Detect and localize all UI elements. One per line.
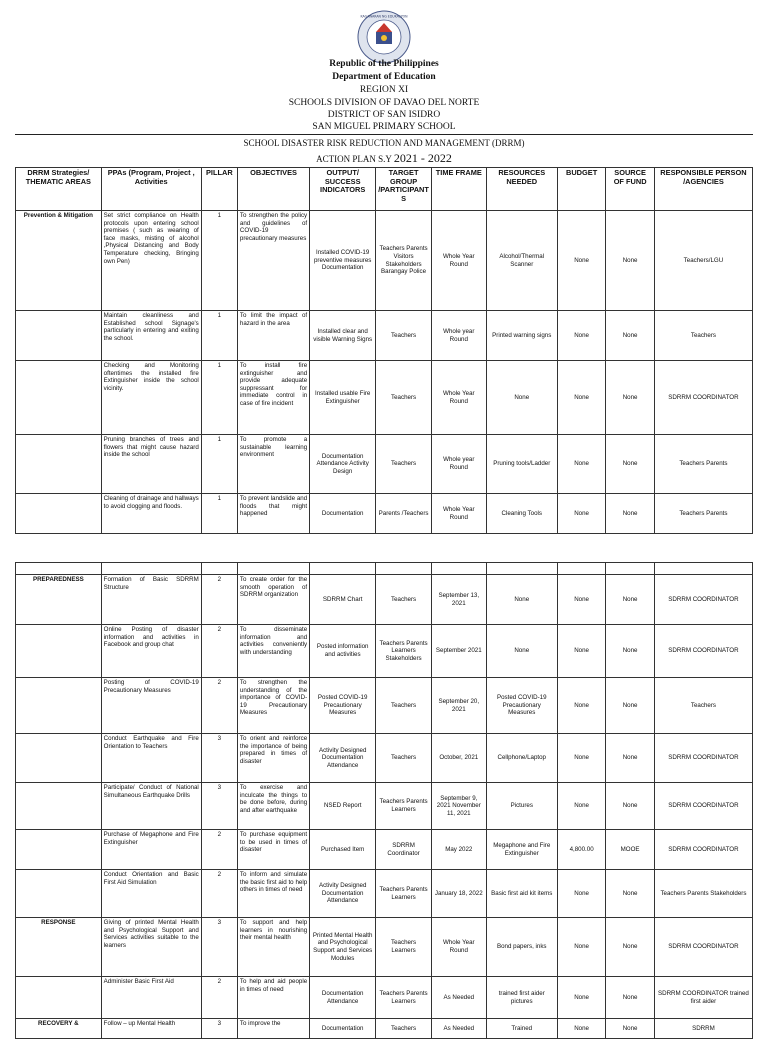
cell-theme bbox=[16, 494, 102, 534]
col-source: SOURCE OF FUND bbox=[606, 168, 655, 211]
cell-ppa: Set strict compliance on Health protocols upon entering school premises ( such as wearing of face masks, misting of alcohol ,Physical Distancing and Body Temperature checking, Bringing own Pen) bbox=[101, 211, 201, 311]
cell-responsible: SDRRM COORDINATOR bbox=[654, 830, 752, 870]
cell-target: Teachers bbox=[376, 734, 432, 783]
col-budget: BUDGET bbox=[557, 168, 606, 211]
cell-resources: Cleaning Tools bbox=[486, 494, 557, 534]
cell-resources: None bbox=[486, 361, 557, 435]
cell-theme bbox=[16, 830, 102, 870]
school-name: SAN MIGUEL PRIMARY SCHOOL bbox=[312, 122, 456, 132]
cell-source: None bbox=[606, 211, 655, 311]
cell-ppa: Posting of COVID-19 Precautionary Measures bbox=[101, 678, 201, 734]
cell-time: Whole Year Round bbox=[431, 494, 486, 534]
cell-source: None bbox=[606, 734, 655, 783]
cell-output: Printed Mental Health and Psychological Support and Services Modules bbox=[310, 918, 376, 977]
division-line: SCHOOLS DIVISION OF DAVAO DEL NORTE bbox=[288, 98, 480, 108]
cell-time: September 9, 2021 November 11, 2021 bbox=[431, 783, 486, 830]
cell-target: Parents /Teachers bbox=[376, 494, 432, 534]
cell-ppa: Maintain cleanliness and Established school Signage's particularly in entering and exiting the school. bbox=[101, 311, 201, 361]
cell-time: As Needed bbox=[431, 1019, 486, 1039]
cell-budget: None bbox=[557, 734, 606, 783]
table-row bbox=[16, 211, 753, 311]
table-row bbox=[16, 494, 753, 534]
cell-budget: None bbox=[557, 494, 606, 534]
cell-resources: Trained bbox=[486, 1019, 557, 1039]
cell-ppa: Participate/ Conduct of National Simultaneous Earthquake Drills bbox=[101, 783, 201, 830]
cell-pillar: 1 bbox=[201, 211, 237, 311]
cell-pillar: 1 bbox=[201, 494, 237, 534]
cell-theme bbox=[16, 311, 102, 361]
header-divider bbox=[15, 134, 753, 135]
cell-time: October, 2021 bbox=[431, 734, 486, 783]
cell-objectives: To prevent landslide and floods that might happened bbox=[237, 494, 309, 534]
cell-output: Activity Designed Documentation Attendance bbox=[310, 734, 376, 783]
cell-source: None bbox=[606, 575, 655, 625]
cell-responsible: SDRRM COORDINATOR bbox=[654, 575, 752, 625]
cell-output: NSED Report bbox=[310, 783, 376, 830]
cell-objectives: To install fire extinguisher and provide adequate suppressant for immediate control in case of fire incident bbox=[237, 361, 309, 435]
table-row bbox=[16, 575, 753, 625]
col-time: TIME FRAME bbox=[431, 168, 486, 211]
cell-budget: None bbox=[557, 977, 606, 1019]
cell-objectives: To promote a sustainable learning environment bbox=[237, 435, 309, 494]
cell-ppa: Conduct Earthquake and Fire Orientation to Teachers bbox=[101, 734, 201, 783]
cell-ppa: Online Posting of disaster information and activities in Facebook and group chat bbox=[101, 625, 201, 678]
cell-pillar: 3 bbox=[201, 783, 237, 830]
region-line: REGION XI bbox=[359, 85, 409, 95]
cell-target: Teachers bbox=[376, 311, 432, 361]
cell-output: Posted information and activities bbox=[310, 625, 376, 678]
cell-objectives: To disseminate information and activities conveniently with understanding bbox=[237, 625, 309, 678]
cell-responsible: SDRRM COORDINATOR bbox=[654, 361, 752, 435]
cell-budget: None bbox=[557, 361, 606, 435]
cell-objectives: To strengthen the policy and guidelines of COVID-19 precautionary measures bbox=[237, 211, 309, 311]
cell-budget: None bbox=[557, 678, 606, 734]
cell-budget: None bbox=[557, 870, 606, 918]
cell-theme bbox=[16, 783, 102, 830]
cell-objectives: To inform and simulate the basic first aid to help others in times of need bbox=[237, 870, 309, 918]
cell-time: January 18, 2022 bbox=[431, 870, 486, 918]
svg-text:KAGAWARAN NG EDUKASYON: KAGAWARAN NG EDUKASYON bbox=[360, 14, 408, 19]
cell-ppa: Formation of Basic SDRRM Structure bbox=[101, 575, 201, 625]
blank-header-row bbox=[16, 563, 753, 575]
cell-source: None bbox=[606, 494, 655, 534]
cell-ppa: Giving of printed Mental Health and Psychological Support and Services activities suitable to the learners bbox=[101, 918, 201, 977]
cell-resources: trained first aider pictures bbox=[486, 977, 557, 1019]
cell-source: MOOE bbox=[606, 830, 655, 870]
cell-pillar: 2 bbox=[201, 625, 237, 678]
cell-responsible: Teachers Parents bbox=[654, 494, 752, 534]
cell-objectives: To create order for the smooth operation of SDRRM organization bbox=[237, 575, 309, 625]
cell-responsible: Teachers bbox=[654, 311, 752, 361]
cell-pillar: 2 bbox=[201, 575, 237, 625]
cell-output: Installed COVID-19 preventive measures Documentation bbox=[310, 211, 376, 311]
col-responsible: RESPONSIBLE PERSON /AGENCIES bbox=[654, 168, 752, 211]
republic-line: Republic of the Philippines bbox=[329, 59, 439, 69]
cell-output: Activity Designed Documentation Attendance bbox=[310, 870, 376, 918]
cell-resources: Alcohol/Thermal Scanner bbox=[486, 211, 557, 311]
cell-target: Teachers Parents Learners bbox=[376, 783, 432, 830]
cell-time: May 2022 bbox=[431, 830, 486, 870]
cell-time: Whole Year Round bbox=[431, 361, 486, 435]
cell-responsible: Teachers bbox=[654, 678, 752, 734]
cell-output: Posted COVID-19 Precautionary Measures bbox=[310, 678, 376, 734]
cell-responsible: Teachers Parents Stakeholders bbox=[654, 870, 752, 918]
table-row bbox=[16, 435, 753, 494]
cell-pillar: 2 bbox=[201, 678, 237, 734]
cell-pillar: 2 bbox=[201, 870, 237, 918]
cell-pillar: 1 bbox=[201, 311, 237, 361]
cell-budget: None bbox=[557, 211, 606, 311]
cell-resources: Pictures bbox=[486, 783, 557, 830]
col-objectives: OBJECTIVES bbox=[237, 168, 309, 211]
cell-objectives: To improve the bbox=[237, 1019, 309, 1039]
cell-target: Teachers Parents Learners bbox=[376, 977, 432, 1019]
cell-output: Documentation bbox=[310, 494, 376, 534]
cell-pillar: 3 bbox=[201, 734, 237, 783]
cell-source: None bbox=[606, 361, 655, 435]
cell-ppa: Follow – up Mental Health bbox=[101, 1019, 201, 1039]
cell-time: Whole Year Round bbox=[431, 211, 486, 311]
department-line: Department of Education bbox=[332, 72, 436, 82]
cell-output: SDRRM Chart bbox=[310, 575, 376, 625]
cell-output: Installed usable Fire Extinguisher bbox=[310, 361, 376, 435]
cell-resources: Posted COVID-19 Precautionary Measures bbox=[486, 678, 557, 734]
cell-budget: None bbox=[557, 918, 606, 977]
cell-source: None bbox=[606, 625, 655, 678]
cell-target: Teachers Learners bbox=[376, 918, 432, 977]
table-row bbox=[16, 734, 753, 783]
cell-resources: None bbox=[486, 625, 557, 678]
cell-objectives: To orient and reinforce the importance of being prepared in times of disaster bbox=[237, 734, 309, 783]
cell-source: None bbox=[606, 977, 655, 1019]
cell-ppa: Purchase of Megaphone and Fire Extinguisher bbox=[101, 830, 201, 870]
cell-theme: PREPAREDNESS bbox=[16, 575, 102, 625]
cell-theme: RESPONSE bbox=[16, 918, 102, 977]
col-output: OUTPUT/ SUCCESS INDICATORS bbox=[310, 168, 376, 211]
table-header-row bbox=[16, 168, 753, 211]
cell-responsible: SDRRM COORDINATOR bbox=[654, 783, 752, 830]
cell-pillar: 2 bbox=[201, 830, 237, 870]
cell-source: None bbox=[606, 918, 655, 977]
cell-resources: Pruning tools/Ladder bbox=[486, 435, 557, 494]
cell-ppa: Cleaning of drainage and hallways to avoid clogging and floods. bbox=[101, 494, 201, 534]
cell-target: Teachers bbox=[376, 1019, 432, 1039]
cell-time: Whole Year Round bbox=[431, 918, 486, 977]
table-row bbox=[16, 311, 753, 361]
cell-responsible: SDRRM COORDINATOR trained first aider bbox=[654, 977, 752, 1019]
cell-pillar: 2 bbox=[201, 977, 237, 1019]
col-pillar: PILLAR bbox=[201, 168, 237, 211]
drrm-table-prevention bbox=[15, 167, 753, 534]
cell-budget: None bbox=[557, 435, 606, 494]
cell-pillar: 1 bbox=[201, 435, 237, 494]
cell-time: Whole year Round bbox=[431, 435, 486, 494]
cell-time: Whole year Round bbox=[431, 311, 486, 361]
cell-budget: 4,800.00 bbox=[557, 830, 606, 870]
cell-target: Teachers Parents Learners bbox=[376, 870, 432, 918]
cell-pillar: 3 bbox=[201, 918, 237, 977]
cell-target: Teachers bbox=[376, 575, 432, 625]
cell-responsible: Teachers Parents bbox=[654, 435, 752, 494]
cell-resources: Megaphone and Fire Extinguisher bbox=[486, 830, 557, 870]
cell-responsible: Teachers/LGU bbox=[654, 211, 752, 311]
col-ppa: PPAs (Program, Project , Activities bbox=[101, 168, 201, 211]
cell-output: Documentation bbox=[310, 1019, 376, 1039]
cell-theme bbox=[16, 435, 102, 494]
cell-budget: None bbox=[557, 783, 606, 830]
table-row bbox=[16, 783, 753, 830]
table-row bbox=[16, 830, 753, 870]
table-row bbox=[16, 870, 753, 918]
cell-ppa: Conduct Orientation and Basic First Aid Simulation bbox=[101, 870, 201, 918]
cell-budget: None bbox=[557, 311, 606, 361]
cell-theme bbox=[16, 361, 102, 435]
col-strategy: DRRM Strategies/ THEMATIC AREAS bbox=[16, 168, 102, 211]
cell-target: Teachers Parents Learners Stakeholders bbox=[376, 625, 432, 678]
cell-output: Purchased Item bbox=[310, 830, 376, 870]
cell-resources: Printed warning signs bbox=[486, 311, 557, 361]
cell-theme bbox=[16, 625, 102, 678]
cell-output: Documentation Attendance bbox=[310, 977, 376, 1019]
cell-pillar: 3 bbox=[201, 1019, 237, 1039]
table-row bbox=[16, 1019, 753, 1039]
cell-time: As Needed bbox=[431, 977, 486, 1019]
table-row bbox=[16, 918, 753, 977]
cell-target: Teachers bbox=[376, 435, 432, 494]
cell-theme bbox=[16, 870, 102, 918]
cell-target: Teachers bbox=[376, 678, 432, 734]
cell-responsible: SDRRM bbox=[654, 1019, 752, 1039]
cell-objectives: To help and aid people in times of need bbox=[237, 977, 309, 1019]
col-resources: RESOURCES NEEDED bbox=[486, 168, 557, 211]
cell-budget: None bbox=[557, 1019, 606, 1039]
cell-resources: Basic first aid kit items bbox=[486, 870, 557, 918]
cell-objectives: To limit the impact of hazard in the area bbox=[237, 311, 309, 361]
col-target: TARGET GROUP /PARTICIPANT S bbox=[376, 168, 432, 211]
cell-target: SDRRM Coordinator bbox=[376, 830, 432, 870]
table-row bbox=[16, 678, 753, 734]
cell-theme bbox=[16, 678, 102, 734]
cell-source: None bbox=[606, 435, 655, 494]
cell-theme: RECOVERY & bbox=[16, 1019, 102, 1039]
cell-output: Documentation Attendance Activity Design bbox=[310, 435, 376, 494]
cell-budget: None bbox=[557, 625, 606, 678]
cell-ppa: Administer Basic First Aid bbox=[101, 977, 201, 1019]
cell-objectives: To exercise and inculcate the things to be done before, during and after earthquake bbox=[237, 783, 309, 830]
cell-resources: Bond papers, inks bbox=[486, 918, 557, 977]
cell-source: None bbox=[606, 678, 655, 734]
district-line: DISTRICT OF SAN ISIDRO bbox=[327, 110, 441, 120]
cell-ppa: Checking and Monitoring oftentimes the installed fire Extinguisher inside the school vicinity. bbox=[101, 361, 201, 435]
plan-title: SCHOOL DISASTER RISK REDUCTION AND MANAGEMENT (DRRM) bbox=[243, 138, 525, 148]
cell-ppa: Pruning branches of trees and flowers that might cause hazard inside the school bbox=[101, 435, 201, 494]
cell-output: Installed clear and visible Warning Signs bbox=[310, 311, 376, 361]
cell-time: September 2021 bbox=[431, 625, 486, 678]
plan-subtitle: ACTION PLAN S.Y 2021 - 2022 bbox=[316, 151, 452, 165]
cell-responsible: SDRRM COORDINATOR bbox=[654, 625, 752, 678]
cell-responsible: SDRRM COORDINATOR bbox=[654, 734, 752, 783]
cell-time: September 13, 2021 bbox=[431, 575, 486, 625]
table-row bbox=[16, 361, 753, 435]
cell-target: Teachers Parents Visitors Stakeholders Barangay Police bbox=[376, 211, 432, 311]
cell-source: None bbox=[606, 870, 655, 918]
cell-objectives: To support and help learners in nourishing their mental health bbox=[237, 918, 309, 977]
cell-source: None bbox=[606, 783, 655, 830]
deped-seal bbox=[357, 10, 411, 64]
table-row bbox=[16, 977, 753, 1019]
drrm-table-preparedness bbox=[15, 562, 753, 1039]
cell-source: None bbox=[606, 311, 655, 361]
cell-resources: Cellphone/Laptop bbox=[486, 734, 557, 783]
cell-objectives: To strengthen the understanding of the importance of COVID-19 Precautionary Measures bbox=[237, 678, 309, 734]
cell-objectives: To purchase equipment to be used in times of disaster bbox=[237, 830, 309, 870]
cell-resources: None bbox=[486, 575, 557, 625]
cell-theme bbox=[16, 977, 102, 1019]
cell-time: September 20, 2021 bbox=[431, 678, 486, 734]
cell-budget: None bbox=[557, 575, 606, 625]
cell-responsible: SDRRM COORDINATOR bbox=[654, 918, 752, 977]
cell-source: None bbox=[606, 1019, 655, 1039]
table-row bbox=[16, 625, 753, 678]
cell-pillar: 1 bbox=[201, 361, 237, 435]
cell-target: Teachers bbox=[376, 361, 432, 435]
cell-theme bbox=[16, 734, 102, 783]
cell-theme: Prevention & Mitigation bbox=[16, 211, 102, 311]
